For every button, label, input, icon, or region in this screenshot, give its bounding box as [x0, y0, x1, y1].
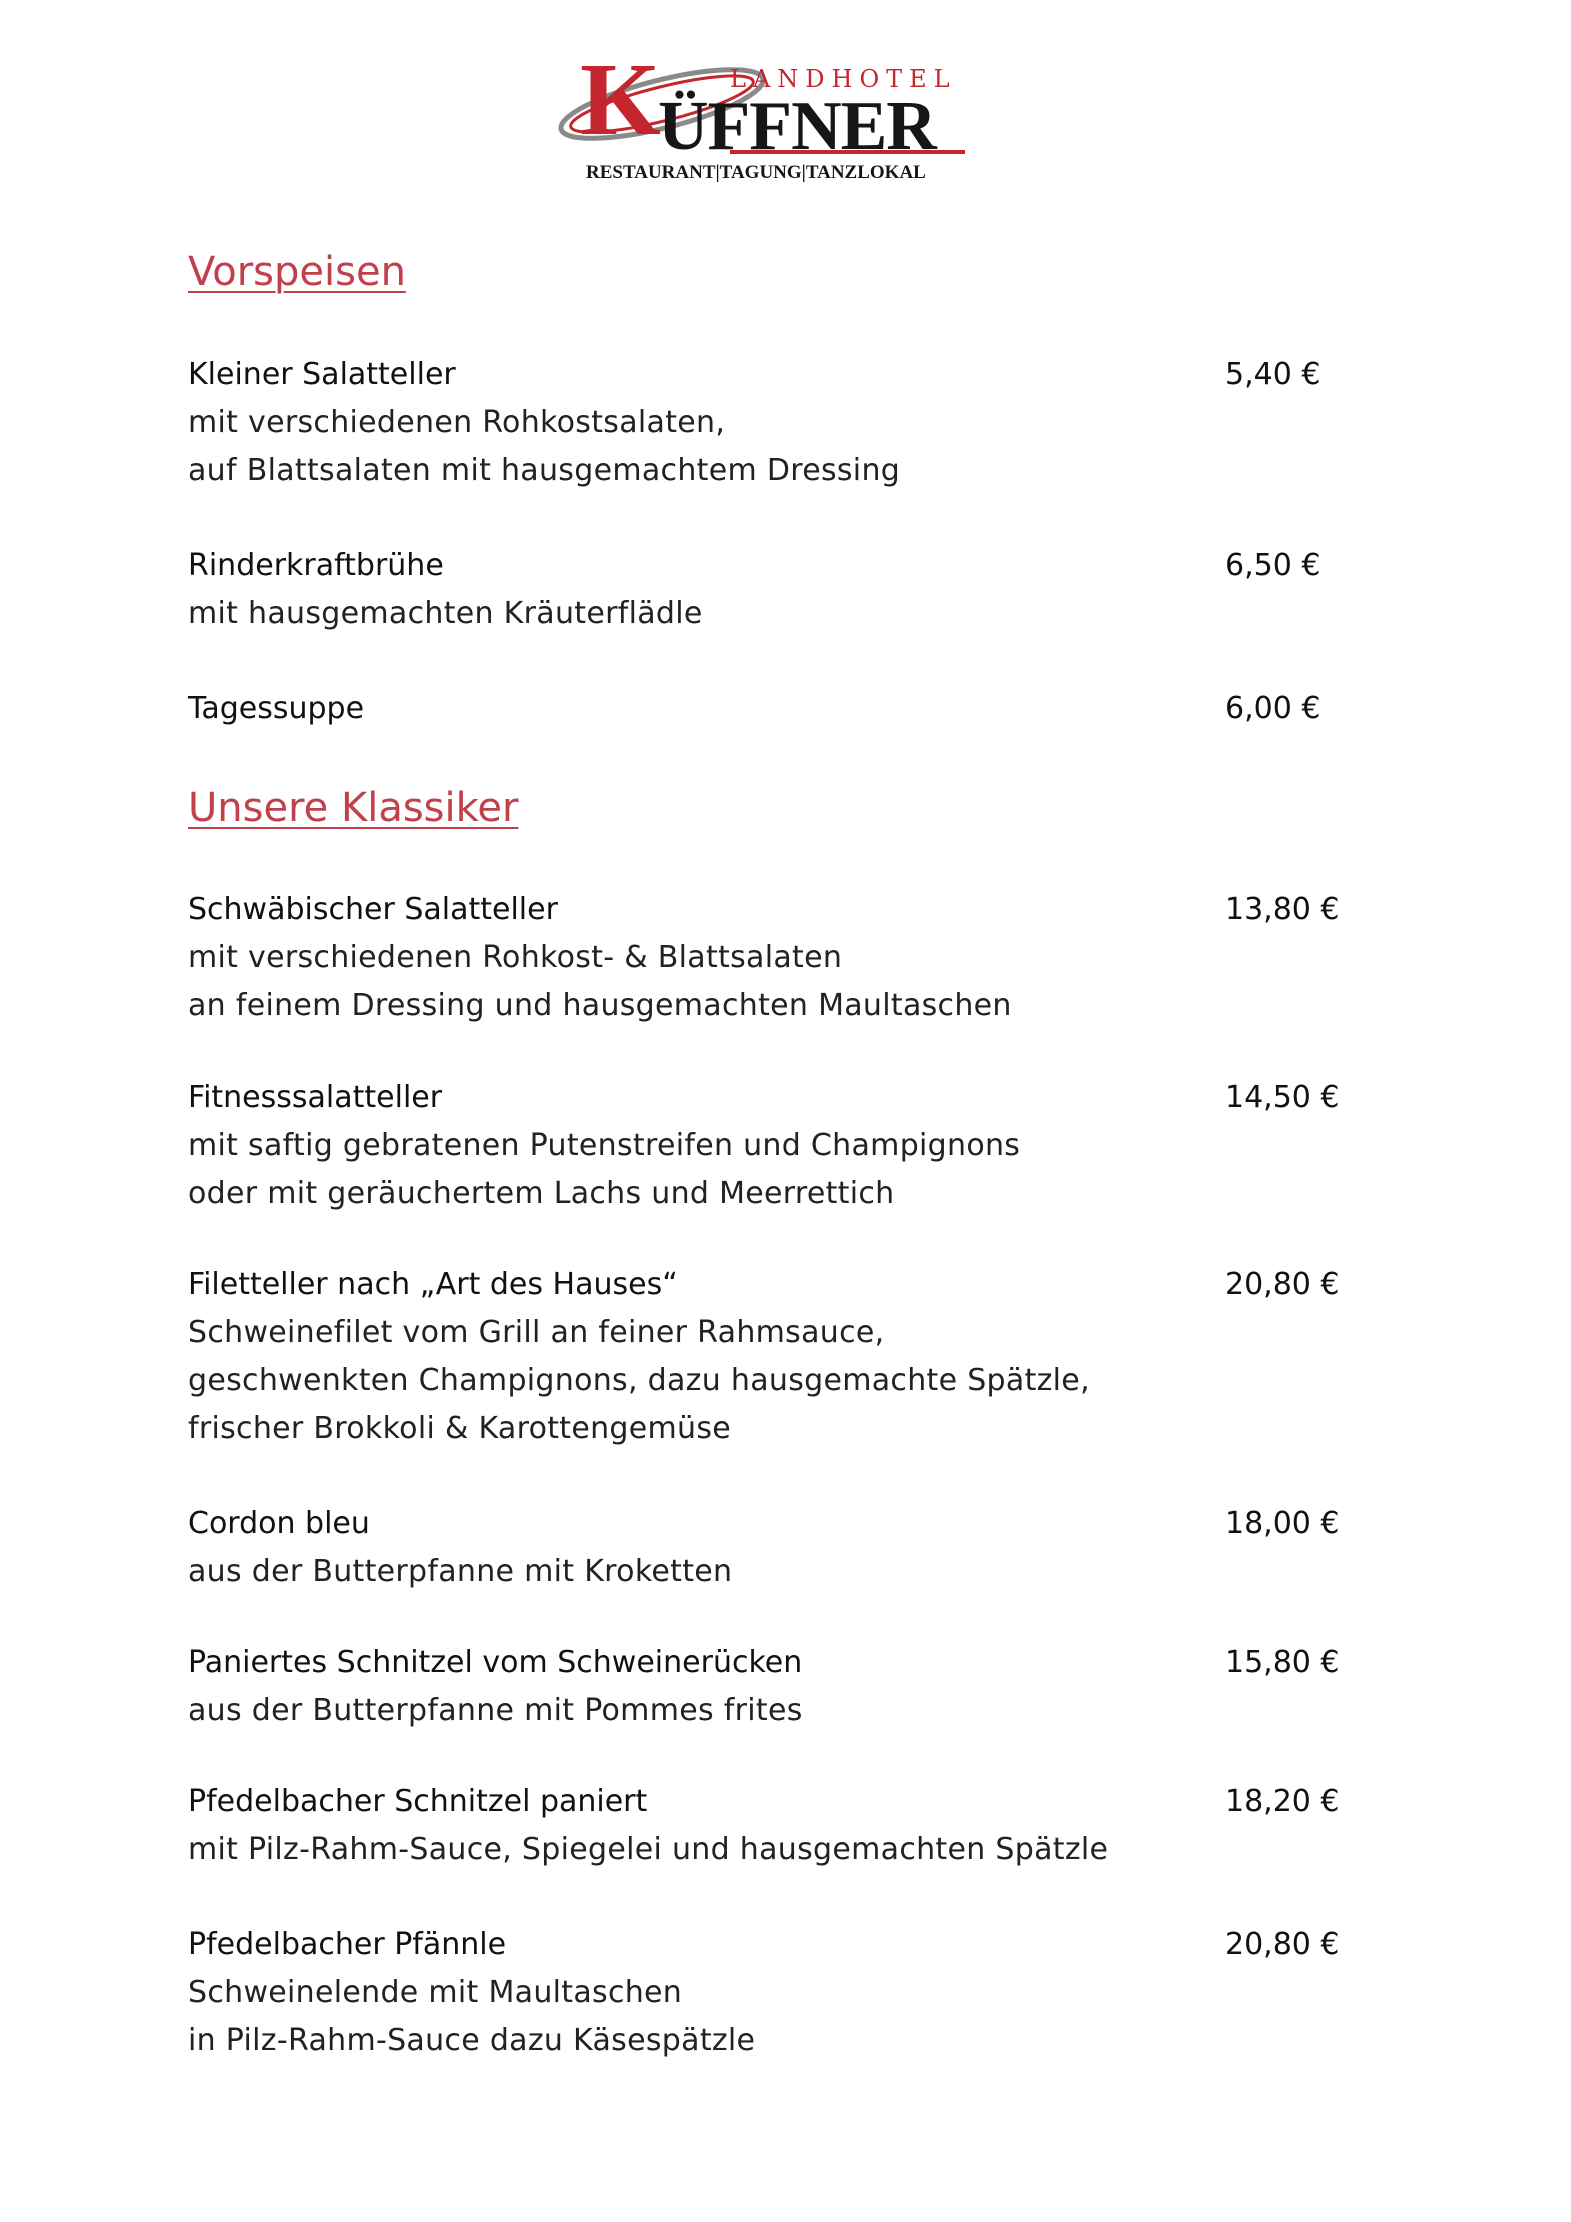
item-price: 5,40 €	[1225, 357, 1321, 392]
item-description: Schweinelende mit Maultaschen	[188, 1975, 683, 2010]
item-description: auf Blattsalaten mit hausgemachtem Dressing	[188, 453, 901, 488]
item-name: Pfedelbacher Schnitzel paniert	[188, 1784, 648, 1819]
menu-item	[188, 1261, 1368, 1453]
menu-item	[188, 685, 1368, 733]
item-name: Fitnesssalatteller	[188, 1080, 443, 1115]
item-name: Cordon bleu	[188, 1506, 370, 1541]
item-price: 18,00 €	[1225, 1506, 1340, 1541]
menu-item	[188, 1921, 1368, 2065]
menu-item	[188, 1778, 1368, 1874]
menu-item	[188, 1639, 1368, 1735]
item-name: Kleiner Salatteller	[188, 357, 456, 392]
item-description: geschwenkten Champignons, dazu hausgemachte Spätzle,	[188, 1363, 1090, 1398]
item-description: in Pilz-Rahm-Sauce dazu Käsespätzle	[188, 2023, 756, 2058]
item-description: mit hausgemachten Kräuterflädle	[188, 596, 703, 631]
item-name: Schwäbischer Salatteller	[188, 892, 558, 927]
menu-item	[188, 1074, 1368, 1218]
item-description: mit saftig gebratenen Putenstreifen und Champignons	[188, 1128, 1021, 1163]
item-description: oder mit geräuchertem Lachs und Meerrettich	[188, 1176, 895, 1211]
item-description: mit Pilz-Rahm-Sauce, Spiegelei und hausgemachten Spätzle	[188, 1832, 1109, 1867]
section-title-vorspeisen: Vorspeisen	[188, 249, 406, 295]
item-price: 20,80 €	[1225, 1267, 1340, 1302]
logo-tagline: RESTAURANT|TAGUNG|TANZLOKAL	[586, 162, 926, 183]
item-price: 18,20 €	[1225, 1784, 1340, 1819]
item-description: mit verschiedenen Rohkost- & Blattsalaten	[188, 940, 843, 975]
item-description: frischer Brokkoli & Karottengemüse	[188, 1411, 732, 1446]
item-price: 20,80 €	[1225, 1927, 1340, 1962]
item-price: 15,80 €	[1225, 1645, 1340, 1680]
menu-item	[188, 886, 1368, 1030]
item-price: 14,50 €	[1225, 1080, 1340, 1115]
item-price: 13,80 €	[1225, 892, 1340, 927]
section-title-klassiker: Unsere Klassiker	[188, 785, 519, 831]
item-name: Tagessuppe	[188, 691, 365, 726]
menu-item	[188, 1500, 1368, 1596]
item-description: aus der Butterpfanne mit Pommes frites	[188, 1693, 803, 1728]
item-description: Schweinefilet vom Grill an feiner Rahmsauce,	[188, 1315, 885, 1350]
item-price: 6,50 €	[1225, 548, 1321, 583]
item-name: Filetteller nach „Art des Hauses“	[188, 1267, 678, 1302]
hotel-logo	[550, 42, 980, 198]
item-name: Paniertes Schnitzel vom Schweinerücken	[188, 1645, 803, 1680]
item-description: an feinem Dressing und hausgemachten Maultaschen	[188, 988, 1012, 1023]
item-description: aus der Butterpfanne mit Kroketten	[188, 1554, 733, 1589]
menu-item	[188, 542, 1368, 638]
item-description: mit verschiedenen Rohkostsalaten,	[188, 405, 726, 440]
menu-item	[188, 351, 1368, 495]
item-name: Rinderkraftbrühe	[188, 548, 444, 583]
logo-landhotel-text: LANDHOTEL	[730, 65, 957, 93]
logo-name-text: ÜFFNER	[658, 88, 936, 165]
item-name: Pfedelbacher Pfännle	[188, 1927, 507, 1962]
logo-initial-k: K	[580, 42, 661, 157]
item-price: 6,00 €	[1225, 691, 1321, 726]
